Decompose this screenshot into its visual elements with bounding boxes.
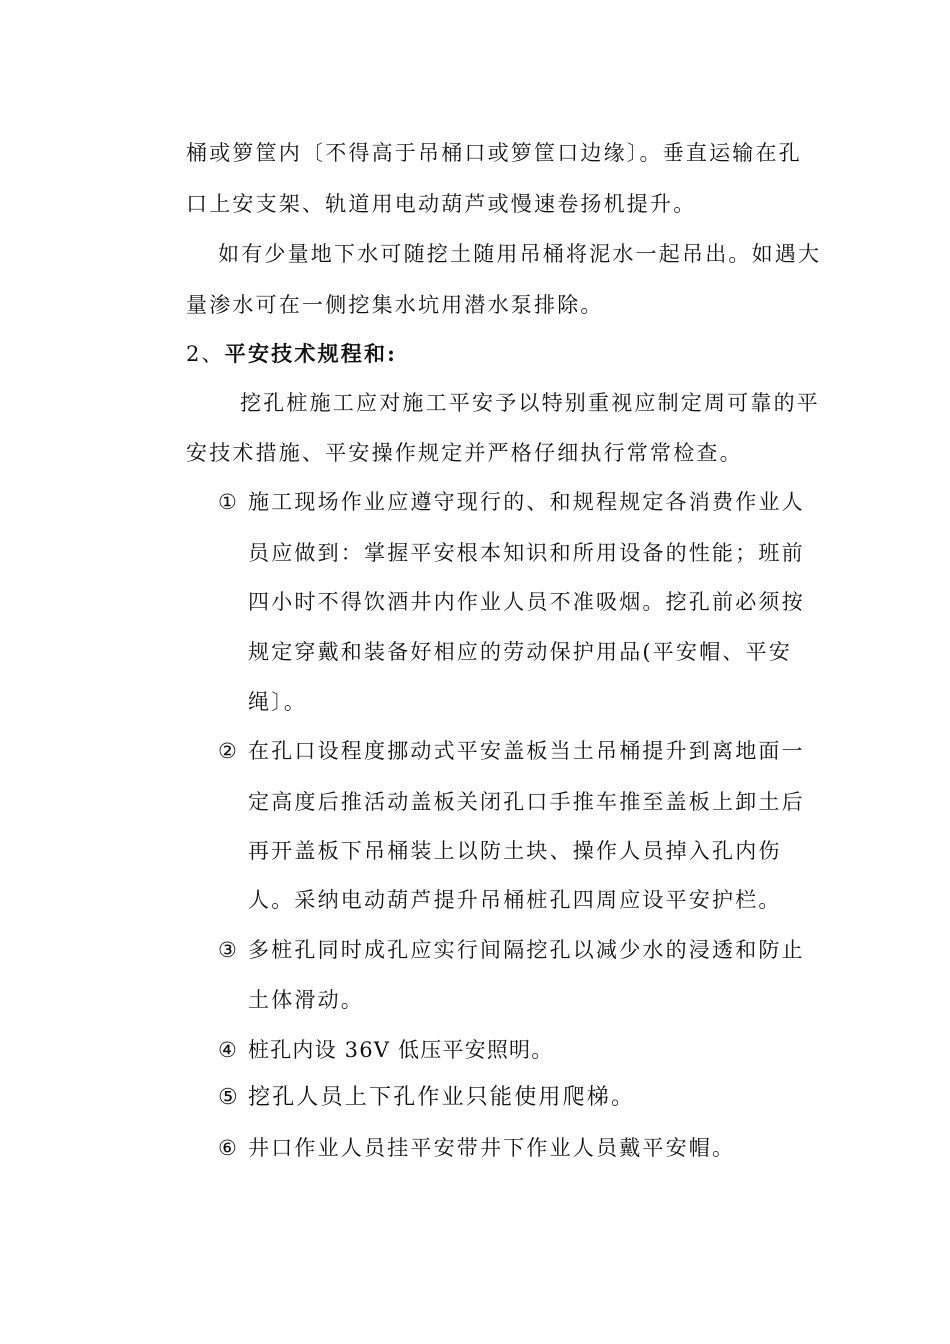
item-text: 多桩孔同时成孔应实行间隔挖孔以减少水的浸透和防止: [248, 938, 805, 962]
item-number: ①: [218, 490, 240, 514]
item-text: 在孔口设程度挪动式平安盖板当土吊桶提升到离地面一: [248, 739, 805, 763]
item-text: 井口作业人员挂平安带井下作业人员戴平安帽。: [248, 1136, 736, 1160]
list-item-4: [218, 1037, 553, 1063]
list-item-1-line3: 四小时不得饮酒井内作业人员不准吸烟。挖孔前必须按: [248, 590, 805, 614]
list-item-2: [218, 738, 805, 764]
list-item-1-line5: 绳〕。: [248, 690, 308, 714]
para1-line2: 口上安支架、轨道用电动葫芦或慢速卷扬机提升。: [186, 192, 697, 216]
para3-line2: 安技术措施、平安操作规定并严格仔细执行常常检查。: [186, 441, 743, 465]
section-title: 平安技术规程和:: [224, 341, 398, 366]
list-item-6: [218, 1135, 735, 1161]
section-heading: [186, 341, 397, 367]
list-item-3: [218, 937, 805, 963]
list-item-5: [218, 1085, 635, 1111]
item-number: ④: [218, 1038, 240, 1062]
item-number: ②: [218, 739, 240, 763]
list-item-3-line2: 土体滑动。: [248, 988, 364, 1012]
list-item-1-line4: 规定穿戴和装备好相应的劳动保护用品(平安帽、平安: [248, 640, 792, 664]
section-number: 2、: [186, 342, 225, 366]
para1-line1: 桶或箩筐内〔不得高于吊桶口或箩筐口边缘〕。垂直运输在孔: [186, 141, 802, 165]
list-item-2-line4: 人。采纳电动葫芦提升吊桶桩孔四周应设平安护栏。: [248, 888, 782, 912]
para2-line1: 如有少量地下水可随挖土随用吊桶将泥水一起吊出。如遇大: [218, 242, 822, 266]
para3-line1: 挖孔桩施工应对施工平安予以特别重视应制定周可靠的平: [240, 391, 820, 415]
item-number: ⑤: [218, 1085, 240, 1110]
list-item-1-line2: 员应做到：掌握平安根本知识和所用设备的性能；班前: [248, 541, 805, 565]
list-item-1: [218, 489, 805, 515]
para2-line2: 量渗水可在一侧挖集水坑用潜水泵排除。: [186, 293, 604, 317]
list-item-2-line2: 定高度后推活动盖板关闭孔口手推车推至盖板上卸土后: [248, 790, 805, 814]
item-text: 施工现场作业应遵守现行的、和规程规定各消费作业人: [248, 490, 805, 514]
item-number: ③: [218, 938, 240, 962]
item-text: 挖孔人员上下孔作业只能使用爬梯。: [248, 1085, 636, 1110]
item-number: ⑥: [218, 1136, 240, 1160]
item-text: 桩孔内设 36V 低压平安照明。: [248, 1038, 554, 1062]
list-item-2-line3: 再开盖板下吊桶装上以防土块、操作人员掉入孔内伤: [248, 839, 782, 863]
